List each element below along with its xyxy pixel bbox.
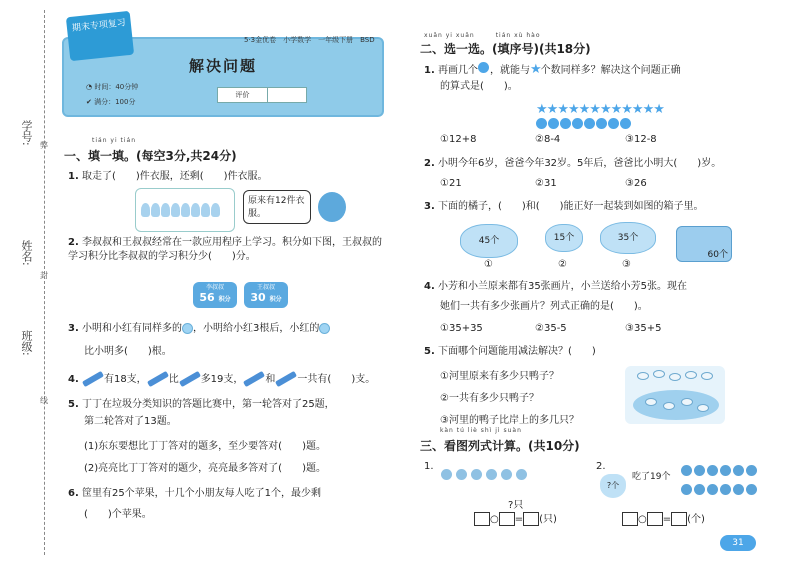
orange-mark-2[interactable]: ② [558,259,567,270]
q1-1: 1. 取走了( )件衣服，还剩( )件衣服。 [68,171,268,182]
q3-2-eaten: 吃了19个 [632,472,671,482]
apples-group [680,462,776,500]
evaluation-box[interactable] [217,87,307,103]
q1-4: 4. 有18支， 比 多19支， 和 一共有( )支。 [68,373,375,387]
star-icon: ★ [599,102,612,117]
evaluation-label: 评价 [218,88,268,102]
q1-5-sub1: (1)东东要想比丁丁答对的题多，至少要答对( )题。 [84,441,326,452]
q1-5-sub2: (2)亮亮比丁丁答对的题少，亮亮最多答对了( )题。 [84,463,326,474]
q2-5: 5. 下面哪个问题能用减法解决？( ) [424,346,596,357]
clothes-rack-image [135,188,235,232]
li-score-card: 李叔叔 56 积分 [193,282,237,308]
full-score: ✔ 满分：100分 [86,98,136,106]
section2-pinyin: xuǎn yi xuǎn tián xù hào [424,32,541,39]
q1-5-line2: 第二轮答对了13题。 [84,416,177,427]
q2-5-option-2[interactable]: ②一共有多少只鸭子？ [440,393,539,404]
circle-icon [548,118,559,129]
circle-icon [536,118,547,129]
page-number: 31 [720,535,756,551]
q2-2-option-1[interactable]: ①21 [440,178,462,189]
section2-title: 二、选一选。(填序号)(共18分) [420,42,591,56]
binding-line [44,10,45,555]
q3-1-question: ?只 [508,500,524,511]
orange-group-3: 35个 [600,222,656,254]
sidebar-mark: 封 [40,271,48,280]
star-icon: ★ [567,102,580,117]
time-limit: ◔ 时间：40分钟 [86,83,139,91]
star-icon: ★ [653,102,665,117]
q1-2: 2. 李叔叔和王叔叔经常在一款应用程序上学习。积分如下图，王叔叔的学习积分比李叔叔的学习积分少( )分。 [68,237,382,262]
sidebar-label-class: 班级: [20,330,33,356]
q2-2: 2. 小明今年6岁，爸爸今年32岁。5年后，爸爸比小明大( )岁。 [424,158,722,169]
star-icon: ★ [578,102,591,117]
star-icon: ★ [529,62,542,77]
circle-icon [596,118,607,129]
speech-bubble: 原来有12件衣服。 [243,190,311,224]
q2-4-option-2[interactable]: ②35-5 [535,323,567,334]
bag-image: ?个 [600,474,626,498]
circle-icon [560,118,571,129]
q3-2-answer-boxes[interactable]: ○ = (个) [622,512,705,527]
pencil-icon [147,371,169,387]
pencil-icon [179,371,201,387]
q2-2-option-2[interactable]: ②31 [535,178,557,189]
q2-4-line2: 她们一共有多少张画片？列式正确的是( )。 [440,301,648,312]
q3-2-num: 2. [596,461,606,472]
sidebar-mark: 线 [40,396,48,405]
q1-3-cont: 比小明多( )根。 [84,346,172,357]
balloon-icon [319,323,330,334]
pencil-icon [243,371,265,387]
review-badge: 期末专项复习 [66,11,134,61]
orange-group-1: 45个 [460,224,518,258]
q2-5-option-1[interactable]: ①河里原来有多少只鸭子？ [440,371,559,382]
q2-2-option-3[interactable]: ③26 [625,178,647,189]
wang-score-card: 王叔叔 30 积分 [244,282,288,308]
q2-1: 1. 再画几个 ，就能与★个数同样多？解决这个问题正确 [424,62,681,77]
boy-avatar [318,192,346,222]
star-icon: ★ [642,102,655,117]
q2-1-option-3[interactable]: ③12-8 [625,134,657,145]
star-icon: ★ [589,102,601,117]
pencil-icon [82,371,104,387]
q3-1-answer-boxes[interactable]: ○ = (只) [474,512,557,527]
sidebar-label-name: 姓名: [20,240,33,266]
series-info: 5·3金优卷 小学数学 一年级下册 BSD [244,36,375,44]
circle-icon [572,118,583,129]
q1-6-line2: ( )个苹果。 [84,509,152,520]
section3-title: 三、看图列式计算。(共10分) [420,439,580,453]
ducks-row [440,468,538,494]
section1-title: 一、填一填。(每空3分,共24分) [64,149,237,163]
page-title: 解决问题 [189,57,258,75]
pencil-icon [275,371,297,387]
q2-1-line2: 的算式是( )。 [440,81,518,92]
balloon-icon [182,323,193,334]
q2-1-option-1[interactable]: ①12+8 [440,134,477,145]
orange-mark-3[interactable]: ③ [622,259,631,270]
q3-1-num: 1. [424,461,434,472]
section1-pinyin: tián yi tián [92,137,137,144]
q2-4-option-3[interactable]: ③35+5 [625,323,662,334]
q1-3: 3. 小明和小红有同样多的 ，小明给小红3根后，小红的 [68,322,330,336]
circle-icon [620,118,631,129]
circle-icon [608,118,619,129]
star-icon: ★ [546,102,559,117]
circles-row [536,114,632,133]
pond-image [625,366,725,424]
star-icon: ★ [536,102,548,117]
q1-6: 6. 筐里有25个苹果，十几个小朋友每人吃了1个，最少剩 [68,488,322,499]
star-icon: ★ [557,102,569,117]
q2-4-option-1[interactable]: ①35+35 [440,323,483,334]
circle-icon [478,62,489,73]
box-image: 60个 [676,226,732,262]
sidebar-mark: 弊 [40,141,48,150]
star-icon: ★ [631,102,644,117]
star-icon: ★ [610,102,623,117]
orange-group-2: 15个 [545,224,583,252]
q2-5-option-3[interactable]: ③河里的鸭子比岸上的多几只？ [440,415,579,426]
star-icon: ★ [621,102,633,117]
sidebar-label-student-id: 学号: [20,120,33,146]
q2-4: 4. 小芳和小兰原来都有35张画片，小兰送给小芳5张。现在 [424,281,688,292]
q2-1-option-2[interactable]: ②8-4 [535,134,561,145]
circle-icon [584,118,595,129]
section3-pinyin: kàn tú liè shì jì suàn [440,427,522,434]
q1-5: 5. 丁丁在垃圾分类知识的答题比赛中，第一轮答对了25题， [68,399,335,410]
q2-3: 3. 下面的橘子，( )和( )能正好一起装到如图的箱子里。 [424,201,704,212]
orange-mark-1[interactable]: ① [484,259,493,270]
